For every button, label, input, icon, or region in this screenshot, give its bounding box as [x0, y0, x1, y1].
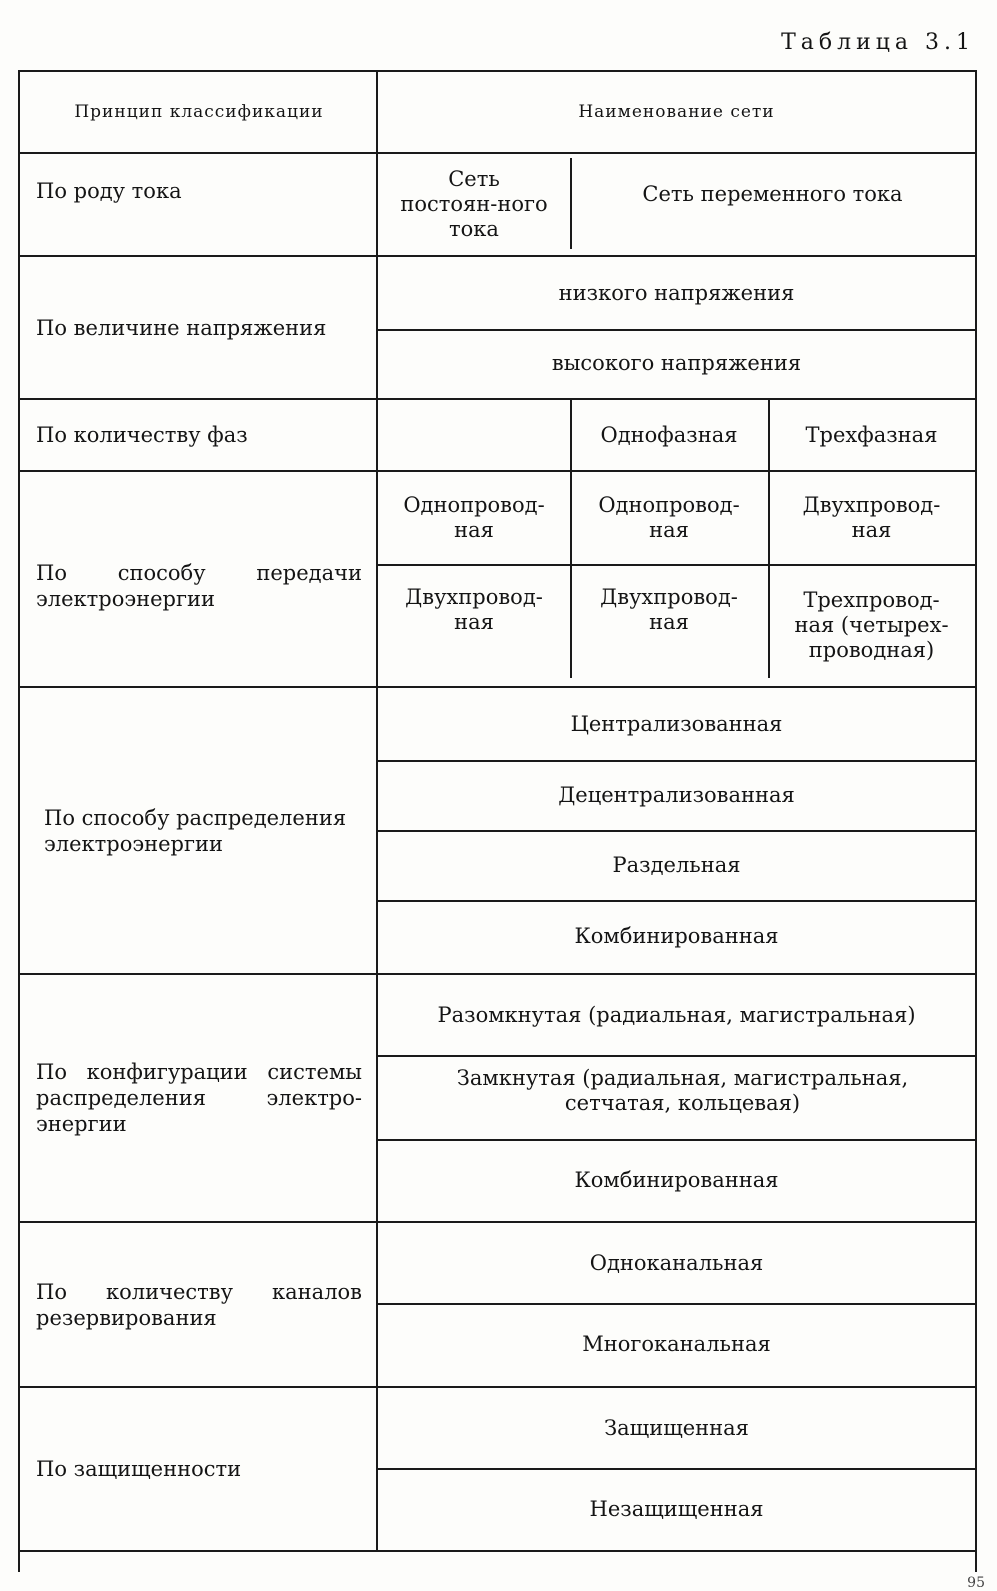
row-protection: [20, 1388, 975, 1552]
table-caption: Таблица 3.1: [781, 30, 975, 55]
row-distribution: [20, 688, 975, 975]
cell-centralized: Централизованная: [570, 711, 783, 736]
row-transmission: [20, 472, 975, 688]
cell-low-voltage: низкого напряжения: [558, 280, 795, 305]
classification-table: [18, 70, 977, 1572]
cell-protected: Защищенная: [604, 1415, 749, 1440]
row-label: По способу распределения электроэнергии: [20, 688, 378, 973]
row-current-type: [20, 154, 975, 257]
header-network-name: Наименование сети: [578, 101, 775, 122]
row-label: По способу передачи электроэнергии: [20, 472, 378, 686]
cell-dc-network: Сеть постоян-ного тока: [400, 167, 548, 241]
cell-high-voltage: высокого напряжения: [551, 351, 802, 375]
row-phases: [20, 400, 975, 472]
cell-unprotected: Незащищенная: [589, 1496, 764, 1521]
cell-transmission-r2c3: Трехпровод-ная (четырех-проводная): [794, 587, 949, 662]
cell-combined: Комбинированная: [574, 924, 779, 948]
cell-single-channel: Одноканальная: [589, 1250, 764, 1275]
row-label: По величине напряжения: [20, 257, 378, 398]
row-voltage: [20, 257, 975, 400]
cell-ac-network: Сеть переменного тока: [642, 182, 903, 206]
row-label: По защищенности: [20, 1388, 378, 1550]
cell-separate: Раздельная: [612, 852, 741, 877]
cell-combined-config: Комбинированная: [574, 1167, 779, 1192]
row-label: По количеству фаз: [20, 400, 378, 470]
cell-closed: Замкнутая (радиальная, магистральная, сетчатая, кольцевая): [456, 1066, 909, 1115]
table-header: [20, 72, 975, 154]
cell-transmission-r1c1: Однопровод-ная: [403, 493, 545, 542]
row-configuration: [20, 975, 975, 1223]
cell-transmission-r1c2: Однопровод-ная: [598, 493, 740, 542]
cell-single-phase: Однофазная: [600, 422, 738, 447]
cell-three-phase: Трехфазная: [805, 422, 938, 447]
cell-transmission-r1c3: Двухпровод-ная: [802, 493, 941, 542]
cell-open: Разомкнутая (радиальная, магистральная): [437, 1002, 916, 1027]
cell-transmission-r2c2: Двухпровод-ная: [600, 585, 738, 634]
row-label: По роду тока: [20, 154, 378, 255]
row-label: По конфигурации системы распределения электро-энергии: [20, 975, 378, 1221]
cell-decentralized: Децентрализованная: [558, 782, 795, 807]
cell-multi-channel: Многоканальная: [582, 1332, 771, 1356]
cell-phases-blank: [378, 400, 570, 470]
header-classification-principle: Принцип классификации: [20, 72, 378, 152]
row-reserve-channels: [20, 1223, 975, 1388]
page-number: 95: [967, 1575, 985, 1591]
row-label: По количеству каналов резервирования: [20, 1223, 378, 1386]
cell-transmission-r2c1: Двухпровод-ная: [405, 585, 543, 634]
